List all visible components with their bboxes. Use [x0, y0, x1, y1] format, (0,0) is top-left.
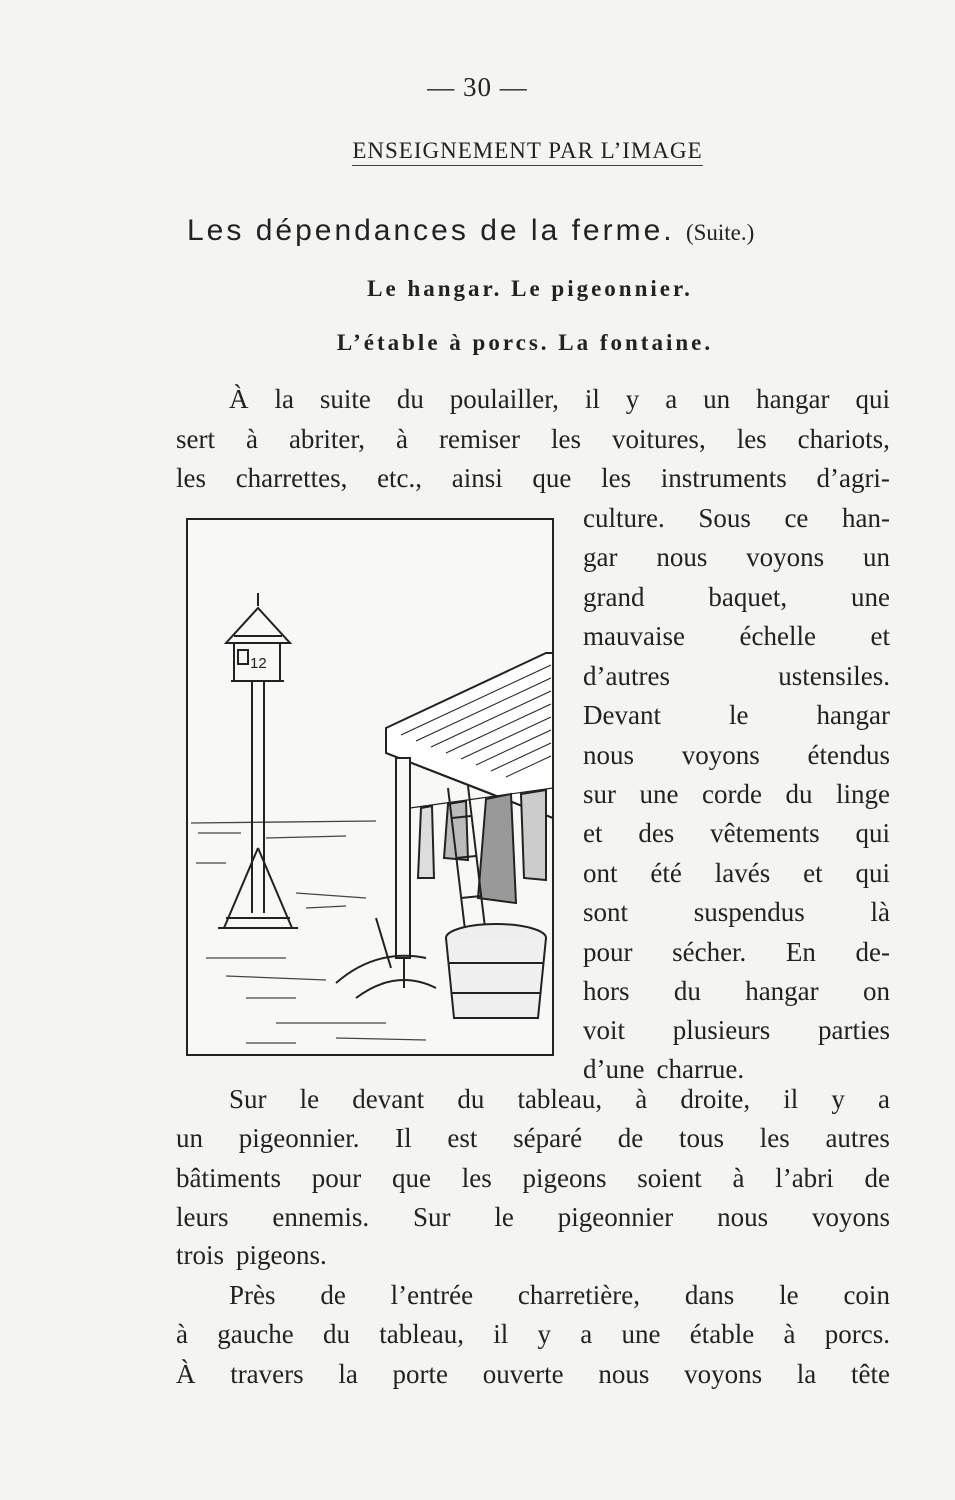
text-line: Près de l’entrée charretière, dans le coin: [229, 1280, 890, 1310]
lesson-subtitle-1: Le hangar. Le pigeonnier.: [367, 276, 693, 301]
pigeon-house-number: 12: [250, 655, 267, 672]
text-line: un pigeonnier. Il est séparé de tous les autres: [176, 1123, 890, 1153]
text-line: sert à abriter, à remiser les voitures, les chariots,: [176, 424, 890, 454]
text-line: Sur le devant du tableau, à droite, il y a: [229, 1084, 890, 1114]
text-line: pour sécher. En de-: [583, 937, 890, 967]
section-header: [0, 138, 955, 164]
text-line: et des vêtements qui: [583, 818, 890, 848]
page-number: — 30 —: [427, 72, 528, 102]
text-line: mauvaise échelle et: [583, 621, 890, 651]
text-line: gar nous voyons un: [583, 542, 890, 572]
text-line: Devant le hangar: [583, 700, 890, 730]
lesson-title: [187, 214, 907, 248]
text-line: d’autres ustensiles.: [583, 661, 890, 691]
lesson-title-text: Les dépendances de la ferme.: [187, 214, 675, 247]
farm-illustration: [186, 518, 554, 1056]
text-line: bâtiments pour que les pigeons soient à l’abri de: [176, 1163, 890, 1193]
text-line: d’une charrue.: [583, 1054, 745, 1084]
text-line: leurs ennemis. Sur le pigeonnier nous voyons: [176, 1202, 890, 1232]
text-line: sont suspendus là: [583, 897, 890, 927]
lesson-suite: (Suite.): [685, 220, 755, 245]
text-line: À travers la porte ouverte nous voyons la tête: [176, 1359, 890, 1389]
text-line: à gauche du tableau, il y a une étable à porcs.: [176, 1319, 890, 1349]
text-line: hors du hangar on: [583, 976, 890, 1006]
text-line: ont été lavés et qui: [583, 858, 890, 888]
section-header-text: ENSEIGNEMENT PAR L’IMAGE: [352, 138, 702, 166]
text-line: culture. Sous ce han-: [583, 503, 890, 533]
text-line: voit plusieurs parties: [583, 1015, 890, 1045]
text-line: les charrettes, etc., ainsi que les instruments d’agri-: [176, 463, 890, 493]
text-line: sur une corde du linge: [583, 779, 890, 809]
text-line: À la suite du poulailler, il y a un hangar qui: [229, 384, 890, 414]
text-line: grand baquet, une: [583, 582, 890, 612]
text-line: trois pigeons.: [176, 1240, 327, 1270]
text-line: nous voyons étendus: [583, 740, 890, 770]
lesson-subtitle-2: L’étable à porcs. La fontaine.: [336, 330, 714, 355]
